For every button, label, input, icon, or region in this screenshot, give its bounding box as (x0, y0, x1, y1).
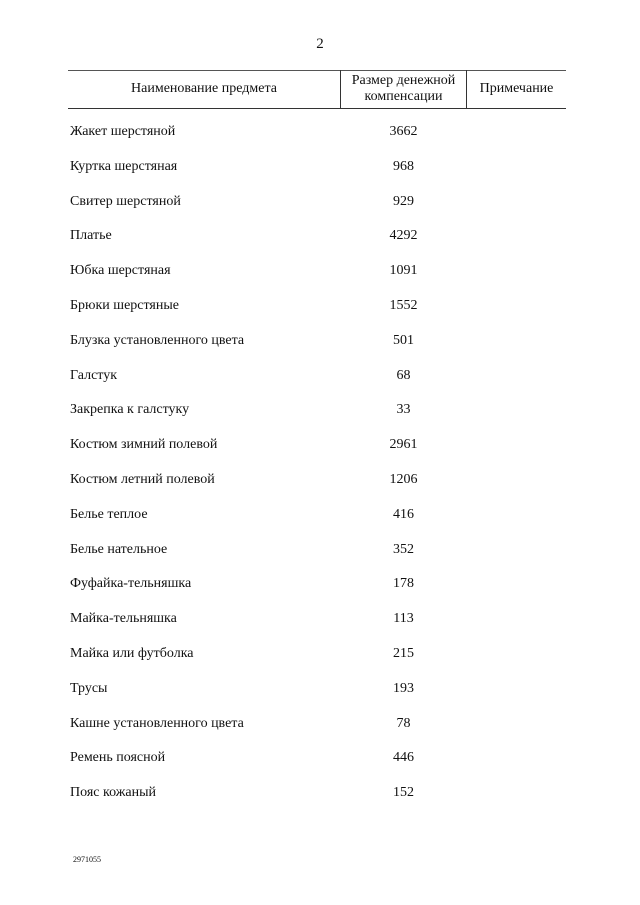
item-amount: 968 (393, 158, 414, 174)
item-name: Ремень поясной (70, 750, 166, 766)
item-name: Брюки шерстяные (70, 297, 179, 313)
item-name: Белье нательное (70, 541, 168, 557)
item-amount: 446 (393, 750, 414, 766)
item-name: Пояс кожаный (70, 785, 157, 801)
item-name: Закрепка к галстуку (70, 402, 190, 418)
item-name: Жакет шерстяной (70, 124, 176, 139)
item-name: Куртка шерстяная (70, 158, 178, 174)
table-row (0, 541, 640, 576)
table-header-rule (68, 108, 566, 109)
table-row (0, 262, 640, 297)
item-name: Майка или футболка (70, 645, 194, 661)
column-header-amount-line1: Размер денежной (351, 73, 456, 88)
item-amount: 416 (393, 506, 414, 522)
item-name: Платье (70, 228, 112, 244)
item-amount: 1091 (389, 263, 418, 279)
item-amount: 33 (396, 402, 411, 418)
table-row (0, 193, 640, 228)
table-row (0, 784, 640, 819)
table-row (0, 749, 640, 784)
item-amount: 78 (396, 715, 411, 731)
table-body (0, 123, 640, 819)
table-row (0, 158, 640, 193)
item-name: Кашне установленного цвета (70, 715, 244, 731)
item-amount: 215 (393, 645, 414, 661)
table-row (0, 471, 640, 506)
item-amount: 4292 (389, 228, 418, 244)
item-name: Трусы (70, 680, 108, 696)
table-row (0, 610, 640, 645)
table-row (0, 680, 640, 715)
item-name: Юбка шерстяная (70, 263, 171, 279)
page-number: 2 (316, 36, 324, 52)
item-amount: 193 (393, 680, 414, 696)
item-amount: 178 (393, 576, 414, 592)
item-amount: 152 (393, 785, 414, 801)
table-row (0, 227, 640, 262)
item-amount: 68 (396, 367, 411, 383)
item-amount: 929 (393, 193, 414, 209)
table-row (0, 436, 640, 471)
item-name: Галстук (70, 367, 118, 383)
item-name: Костюм летний полевой (70, 471, 215, 487)
item-name: Свитер шерстяной (70, 193, 181, 209)
item-name: Майка-тельняшка (70, 611, 177, 627)
item-amount: 1552 (389, 297, 418, 313)
item-name: Костюм зимний полевой (70, 437, 218, 453)
table-row (0, 332, 640, 367)
item-name: Блузка установленного цвета (70, 332, 245, 348)
table-row (0, 367, 640, 402)
table-row (0, 575, 640, 610)
item-amount: 2961 (389, 437, 418, 453)
item-name: Белье теплое (70, 506, 148, 522)
item-amount: 113 (393, 611, 414, 627)
table-row (0, 715, 640, 750)
item-amount: 1206 (389, 471, 418, 487)
column-header-name: Наименование предмета (131, 81, 277, 96)
column-header-note: Примечание (479, 81, 554, 96)
item-amount: 501 (393, 332, 414, 348)
table-row (0, 297, 640, 332)
document-code: 2971055 (73, 855, 101, 864)
table-row (0, 123, 640, 158)
table-row (0, 401, 640, 436)
table-top-rule (68, 70, 566, 71)
column-header-amount-line2: компенсации (364, 89, 443, 104)
item-name: Фуфайка-тельняшка (70, 576, 192, 592)
table-row (0, 645, 640, 680)
item-amount: 3662 (389, 124, 418, 139)
column-header-amount (341, 73, 466, 105)
table-row (0, 506, 640, 541)
item-amount: 352 (393, 541, 414, 557)
